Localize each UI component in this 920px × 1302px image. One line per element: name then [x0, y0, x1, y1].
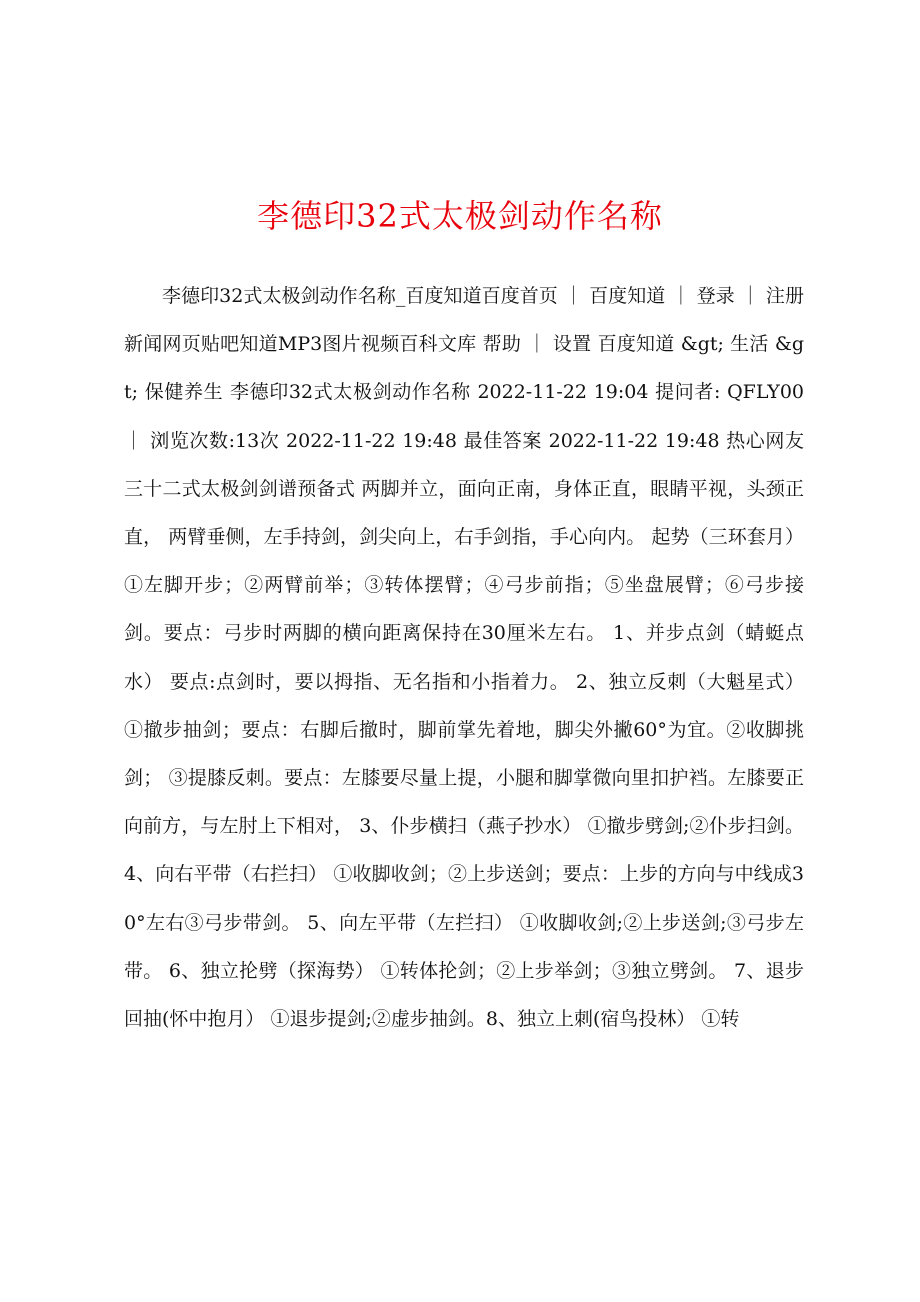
document-body-paragraph: 李德印32式太极剑动作名称_百度知道百度首页 ｜ 百度知道 ｜ 登录 ｜ 注册 新闻网页贴吧知道MP3图片视频百科文库 帮助 ｜ 设置 百度知道 &gt; 生活 &gt; 保健养生 李德印32式太极剑动作名称 2022-11-22 19:04 提问者: QFLY00 ｜ 浏览次数:13次 2022-11-22 19:48 最佳答案 2022-11-22 19:48 热心网友 三十二式太极剑剑谱预备式 两脚并立，面向正南，身体正直，眼睛平视，头颈正直， 两臂垂侧，左手持剑，剑尖向上，右手剑指，手心向内。 起势（三环套月） ①左脚开步；②两臂前举；③转体摆臂；④弓步前指；⑤坐盘展臂；⑥弓步接剑。要点：弓步时两脚的横向距离保持在30厘米左右。 1、并步点剑（蜻蜓点水） 要点:点剑时，要以拇指、无名指和小指着力。 2、独立反刺（大魁星式） ①撤步抽剑；要点：右脚后撤时，脚前掌先着地，脚尖外撇60°为宜。②收脚挑剑； ③提膝反刺。要点：左膝要尽量上提，小腿和脚掌微向里扣护裆。左膝要正向前方，与左肘上下相对， 3、仆步横扫（燕子抄水） ①撤步劈剑;②仆步扫剑。4、向右平带（右拦扫） ①收脚收剑；②上步送剑；要点：上步的方向与中线成30°左右③弓步带剑。 5、向左平带（左拦扫） ①收脚收剑;②上步送剑;③弓步左带。 6、独立抡劈（探海势） ①转体抡剑；②上步举剑；③独立劈剑。 7、退步回抽(怀中抱月） ①退步提剑;②虚步抽剑。8、独立上刺(宿鸟投林） ①转	[124, 285, 804, 1031]
document-title: 李德印32式太极剑动作名称	[257, 197, 663, 235]
